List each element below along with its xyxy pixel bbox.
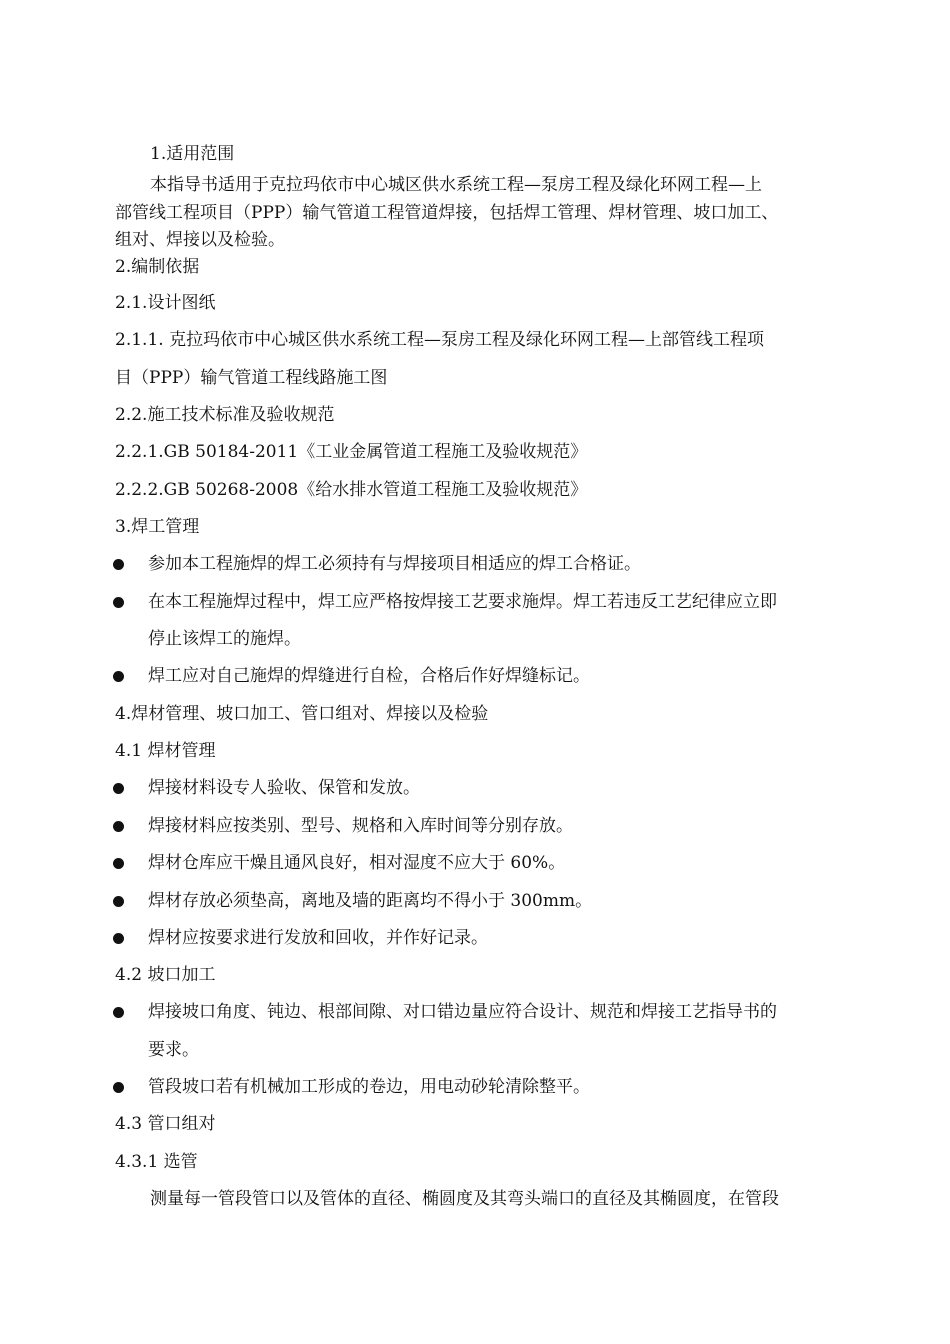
bullet-dot — [113, 783, 124, 794]
section-1-paragraph-line-2: 部管线工程项目（PPP）输气管道工程管道焊接，包括焊工管理、焊材管理、坡口加工、 — [115, 203, 779, 223]
section-2-1-1-line-1: 2.1.1. 克拉玛依市中心城区供水系统工程—泵房工程及绿化环网工程—上部管线工程项 — [115, 330, 765, 350]
bullet-dot — [113, 821, 124, 832]
section-1-heading: 1.适用范围 — [150, 144, 235, 164]
standard-item-2: 2.2.2.GB 50268-2008《给水排水管道工程施工及验收规范》 — [115, 480, 588, 500]
section-2-heading: 2.编制依据 — [115, 257, 200, 277]
material-rule-5: 焊材应按要求进行发放和回收，并作好记录。 — [148, 928, 488, 948]
bullet-dot — [113, 858, 124, 869]
bevel-rule-2: 管段坡口若有机械加工形成的卷边，用电动砂轮清除整平。 — [148, 1077, 590, 1097]
bullet-dot — [113, 1007, 124, 1018]
section-2-1-heading: 2.1.设计图纸 — [115, 293, 216, 313]
section-4-2-heading: 4.2 坡口加工 — [115, 965, 216, 985]
material-rule-3: 焊材仓库应干燥且通风良好，相对湿度不应大于 60%。 — [148, 853, 566, 873]
welder-rule-2-line-1: 在本工程施焊过程中，焊工应严格按焊接工艺要求施焊。焊工若违反工艺纪律应立即 — [148, 592, 777, 612]
welder-rule-1: 参加本工程施焊的焊工必须持有与焊接项目相适应的焊工合格证。 — [148, 554, 641, 574]
section-4-3-1-heading: 4.3.1 选管 — [115, 1152, 198, 1172]
material-rule-2: 焊接材料应按类别、型号、规格和入库时间等分别存放。 — [148, 816, 573, 836]
section-1-paragraph-line-1: 本指导书适用于克拉玛依市中心城区供水系统工程—泵房工程及绿化环网工程—上 — [150, 175, 762, 195]
section-4-1-heading: 4.1 焊材管理 — [115, 741, 216, 761]
bullet-dot — [113, 559, 124, 570]
standard-item-1: 2.2.1.GB 50184-2011《工业金属管道工程施工及验收规范》 — [115, 442, 588, 462]
bullet-dot — [113, 896, 124, 907]
welder-rule-2-line-2: 停止该焊工的施焊。 — [148, 629, 301, 649]
bevel-rule-1-line-2: 要求。 — [148, 1040, 199, 1060]
material-rule-1: 焊接材料设专人验收、保管和发放。 — [148, 778, 420, 798]
section-2-1-1-line-2: 目（PPP）输气管道工程线路施工图 — [115, 368, 388, 388]
material-rule-4: 焊材存放必须垫高，离地及墙的距离均不得小于 300mm。 — [148, 891, 593, 911]
section-1-paragraph-line-3: 组对、焊接以及检验。 — [115, 230, 285, 250]
bevel-rule-1-line-1: 焊接坡口角度、钝边、根部间隙、对口错边量应符合设计、规范和焊接工艺指导书的 — [148, 1002, 777, 1022]
section-4-3-heading: 4.3 管口组对 — [115, 1114, 216, 1134]
bullet-dot — [113, 1082, 124, 1093]
section-2-2-heading: 2.2.施工技术标准及验收规范 — [115, 405, 335, 425]
bullet-dot — [113, 597, 124, 608]
welder-rule-3: 焊工应对自己施焊的焊缝进行自检，合格后作好焊缝标记。 — [148, 666, 590, 686]
bullet-dot — [113, 671, 124, 682]
section-4-heading: 4.焊材管理、坡口加工、管口组对、焊接以及检验 — [115, 704, 489, 724]
section-3-heading: 3.焊工管理 — [115, 517, 200, 537]
section-4-3-1-paragraph: 测量每一管段管口以及管体的直径、椭圆度及其弯头端口的直径及其椭圆度，在管段 — [150, 1189, 779, 1209]
bullet-dot — [113, 933, 124, 944]
